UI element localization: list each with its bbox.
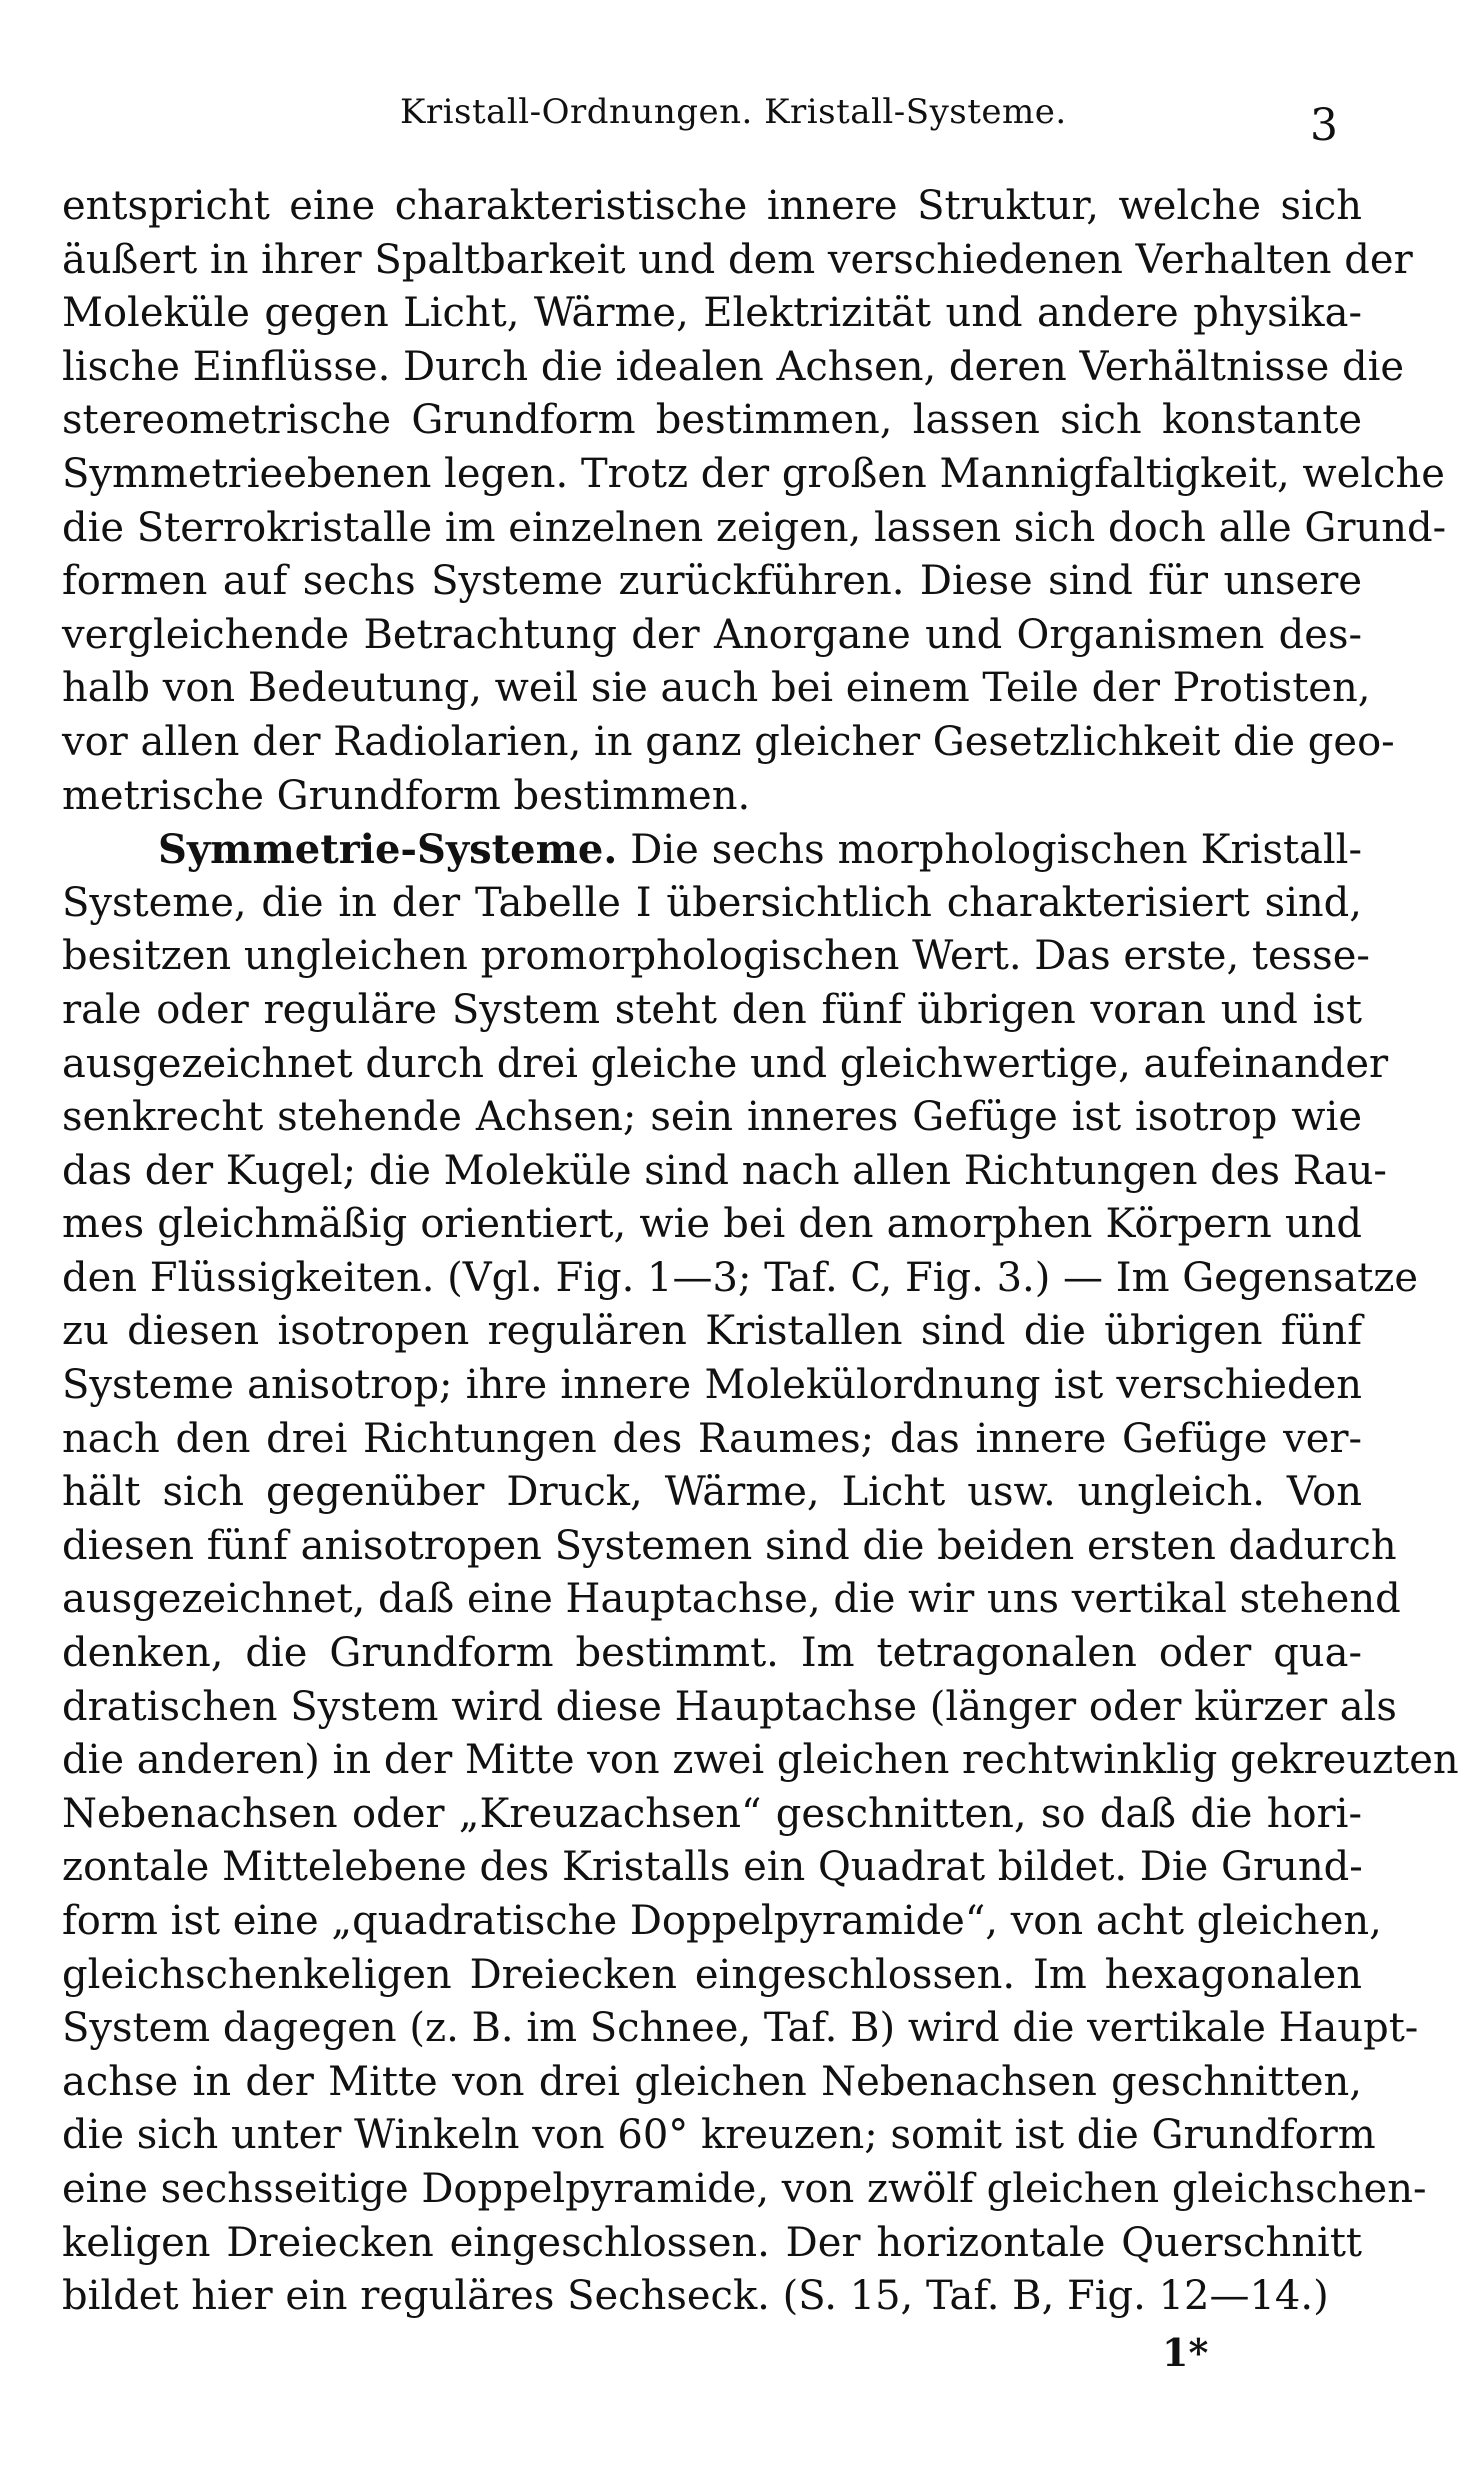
- text-line: ausgezeichnet durch drei gleiche und gleichwertige, aufeinander: [62, 1040, 1389, 1087]
- signature-mark: 1*: [1162, 2330, 1209, 2375]
- text-line: Symmetrieebenen legen. Trotz der großen Mannigfaltigkeit, welche: [62, 450, 1445, 497]
- section-lead-line: [62, 823, 1362, 877]
- text-line: zontale Mittelebene des Kristalls ein Quadrat bildet. Die Grund-: [62, 1844, 1363, 1891]
- text-line: Systeme, die in der Tabelle I übersichtlich charakterisiert sind,: [62, 879, 1362, 926]
- running-head: Kristall-Ordnungen. Kristall-Systeme.: [400, 92, 1067, 132]
- text-line: die anderen) in der Mitte von zwei gleichen rechtwinklig gekreuzten: [62, 1737, 1459, 1784]
- text-line: entspricht eine charakteristische innere Struktur, welche sich: [62, 183, 1362, 229]
- text-line: dratischen System wird diese Hauptachse (länger oder kürzer als: [62, 1683, 1397, 1730]
- text-line: lische Einflüsse. Durch die idealen Achsen, deren Verhältnisse die: [62, 343, 1405, 390]
- text-line: ausgezeichnet, daß eine Hauptachse, die wir uns vertikal stehend: [62, 1576, 1401, 1623]
- text-line: Moleküle gegen Licht, Wärme, Elektrizität und andere physika-: [62, 290, 1362, 337]
- text-line: achse in der Mitte von drei gleichen Nebenachsen geschnitten,: [62, 2058, 1362, 2105]
- text-line: die Sterrokristalle im einzelnen zeigen, lassen sich doch alle Grund-: [62, 504, 1447, 551]
- text-line: form ist eine „quadratische Doppelpyramide“, von acht gleichen,: [62, 1898, 1382, 1944]
- text-line: den Flüssigkeiten. (Vgl. Fig. 1—3; Taf. C, Fig. 3.) — Im Gegensatze: [62, 1254, 1419, 1301]
- section-lead-text: Die sechs morphologischen Kristall-: [630, 827, 1362, 874]
- text-line: eine sechsseitige Doppelpyramide, von zwölf gleichen gleichschen-: [62, 2165, 1427, 2212]
- text-line: besitzen ungleichen promorphologischen Wert. Das erste, tesse-: [62, 933, 1370, 980]
- text-line: rale oder reguläre System steht den fünf übrigen voran und ist: [62, 986, 1362, 1033]
- text-line: vor allen der Radiolarien, in ganz gleicher Gesetzlichkeit die geo-: [62, 718, 1395, 765]
- text-line: die sich unter Winkeln von 60° kreuzen; somit ist die Grundform: [62, 2112, 1376, 2159]
- text-line: System dagegen (z. B. im Schnee, Taf. B) wird die vertikale Haupt-: [62, 2005, 1419, 2052]
- text-line: vergleichende Betrachtung der Anorgane und Organismen des-: [62, 611, 1362, 658]
- text-line: gleichschenkeligen Dreiecken eingeschlossen. Im hexagonalen: [62, 1951, 1362, 1998]
- text-line: Nebenachsen oder „Kreuzachsen“ geschnitten, so daß die hori-: [62, 1790, 1362, 1837]
- text-line: Systeme anisotrop; ihre innere Molekülordnung ist verschieden: [62, 1362, 1362, 1409]
- text-line: diesen fünf anisotropen Systemen sind die beiden ersten dadurch: [62, 1522, 1397, 1569]
- section-heading: Symmetrie-Systeme.: [158, 826, 618, 874]
- text-line: halb von Bedeutung, weil sie auch bei einem Teile der Protisten,: [62, 665, 1371, 712]
- text-line: denken, die Grundform bestimmt. Im tetragonalen oder qua-: [62, 1630, 1362, 1677]
- text-line: metrische Grundform bestimmen.: [62, 772, 751, 819]
- text-line: keligen Dreiecken eingeschlossen. Der horizontale Querschnitt: [62, 2219, 1362, 2266]
- text-line: mes gleichmäßig orientiert, wie bei den amorphen Körpern und: [62, 1201, 1362, 1248]
- text-line: zu diesen isotropen regulären Kristallen sind die übrigen fünf: [62, 1308, 1362, 1355]
- text-line: das der Kugel; die Moleküle sind nach allen Richtungen des Rau-: [62, 1147, 1387, 1194]
- page-number: 3: [1310, 100, 1338, 151]
- text-line: bildet hier ein reguläres Sechseck. (S. 15, Taf. B, Fig. 12—14.): [62, 2273, 1329, 2320]
- text-line: senkrecht stehende Achsen; sein inneres Gefüge ist isotrop wie: [62, 1094, 1362, 1141]
- text-line: nach den drei Richtungen des Raumes; das innere Gefüge ver-: [62, 1415, 1362, 1462]
- text-line: stereometrische Grundform bestimmen, lassen sich konstante: [62, 397, 1362, 444]
- text-line: hält sich gegenüber Druck, Wärme, Licht usw. ungleich. Von: [62, 1469, 1362, 1516]
- text-line: formen auf sechs Systeme zurückführen. Diese sind für unsere: [62, 558, 1362, 605]
- body-text: [62, 180, 1459, 2324]
- text-line: äußert in ihrer Spaltbarkeit und dem verschiedenen Verhalten der: [62, 236, 1413, 283]
